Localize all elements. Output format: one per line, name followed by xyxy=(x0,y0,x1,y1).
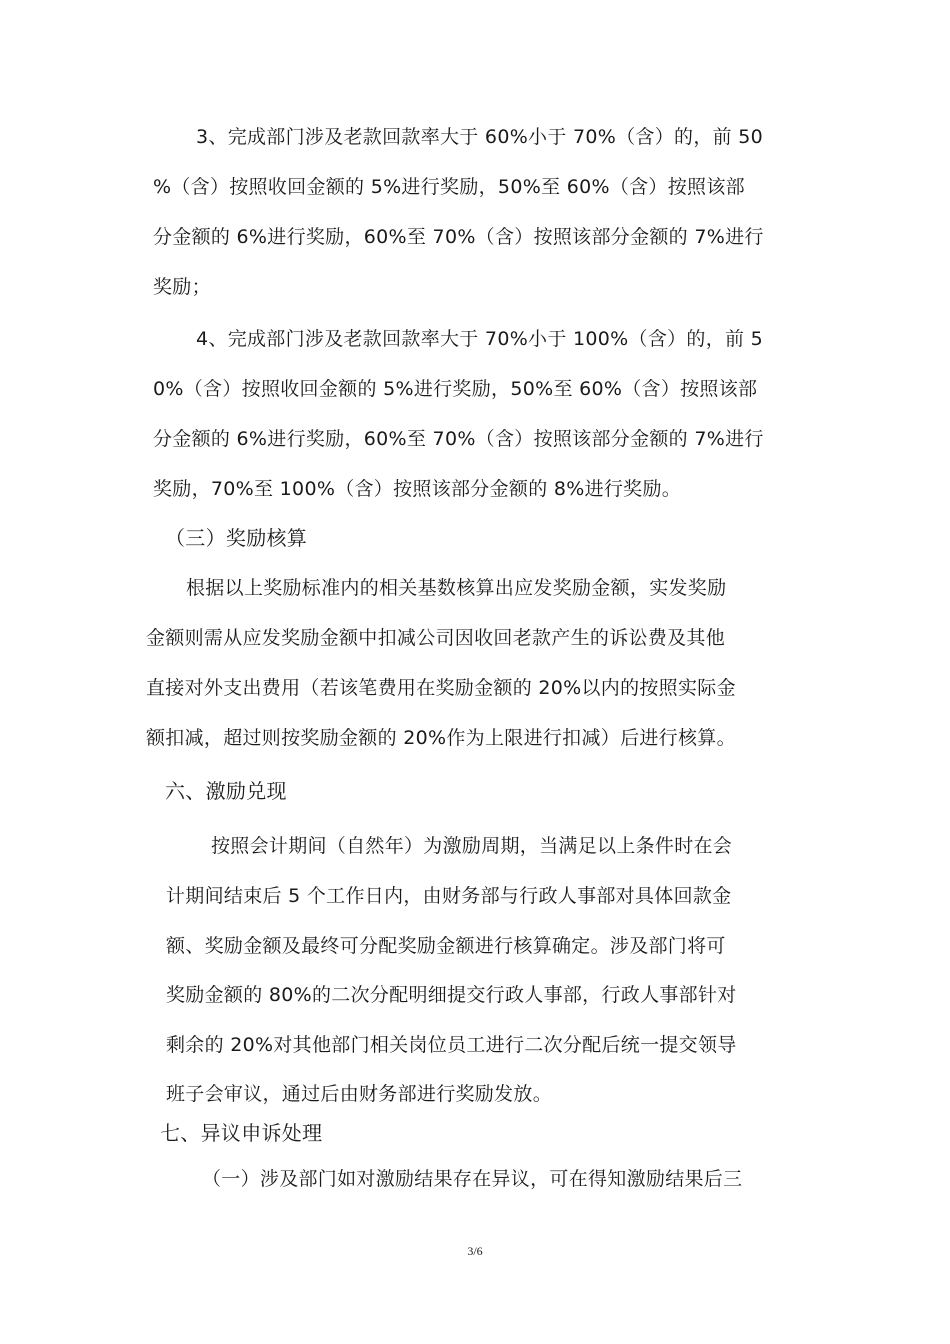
item3-line-3: 分金额的 6%进行奖励，60%至 70%（含）按照该部分金额的 7%进行 xyxy=(153,226,764,248)
section-six-line-3: 额、奖励金额及最终可分配奖励金额进行核算确定。涉及部门将可 xyxy=(166,935,726,957)
item3-line-1: 3、完成部门涉及老款回款率大于 60%小于 70%（含）的，前 50 xyxy=(196,126,764,148)
section-heading-reward-calc: （三）奖励核算 xyxy=(165,526,308,550)
reward-calc-line-3: 直接对外支出费用（若该笔费用在奖励金额的 20%以内的按照实际金 xyxy=(146,677,736,699)
section-six-line-2: 计期间结束后 5 个工作日内，由财务部与行政人事部对具体回款金 xyxy=(166,885,732,907)
reward-calc-line-2: 金额则需从应发奖励金额中扣减公司因收回老款产生的诉讼费及其他 xyxy=(146,627,726,649)
section-heading-six: 六、激励兑现 xyxy=(165,779,287,803)
section-six-line-4: 奖励金额的 80%的二次分配明细提交行政人事部，行政人事部针对 xyxy=(166,984,737,1006)
section-heading-seven: 七、异议申诉处理 xyxy=(160,1121,323,1145)
item4-line-2: 0%（含）按照收回金额的 5%进行奖励，50%至 60%（含）按照该部 xyxy=(153,378,758,400)
item4-line-4: 奖励，70%至 100%（含）按照该部分金额的 8%进行奖励。 xyxy=(153,478,682,500)
section-seven-line-1: （一）涉及部门如对激励结果存在异议，可在得知激励结果后三 xyxy=(202,1168,743,1190)
item4-line-3: 分金额的 6%进行奖励，60%至 70%（含）按照该部分金额的 7%进行 xyxy=(153,428,764,450)
reward-calc-line-1: 根据以上奖励标准内的相关基数核算出应发奖励金额，实发奖励 xyxy=(186,577,727,599)
page-number: 3/6 xyxy=(467,1244,483,1258)
section-six-line-1: 按照会计期间（自然年）为激励周期，当满足以上条件时在会 xyxy=(211,835,733,857)
section-six-line-6: 班子会审议，通过后由财务部进行奖励发放。 xyxy=(166,1083,553,1105)
item3-line-4: 奖励； xyxy=(153,276,211,298)
section-six-line-5: 剩余的 20%对其他部门相关岗位员工进行二次分配后统一提交领导 xyxy=(166,1034,737,1056)
item3-line-2: %（含）按照收回金额的 5%进行奖励，50%至 60%（含）按照该部 xyxy=(153,176,745,198)
item4-line-1: 4、完成部门涉及老款回款率大于 70%小于 100%（含）的，前 5 xyxy=(196,328,764,350)
reward-calc-line-4: 额扣减，超过则按奖励金额的 20%作为上限进行扣减）后进行核算。 xyxy=(146,727,736,749)
